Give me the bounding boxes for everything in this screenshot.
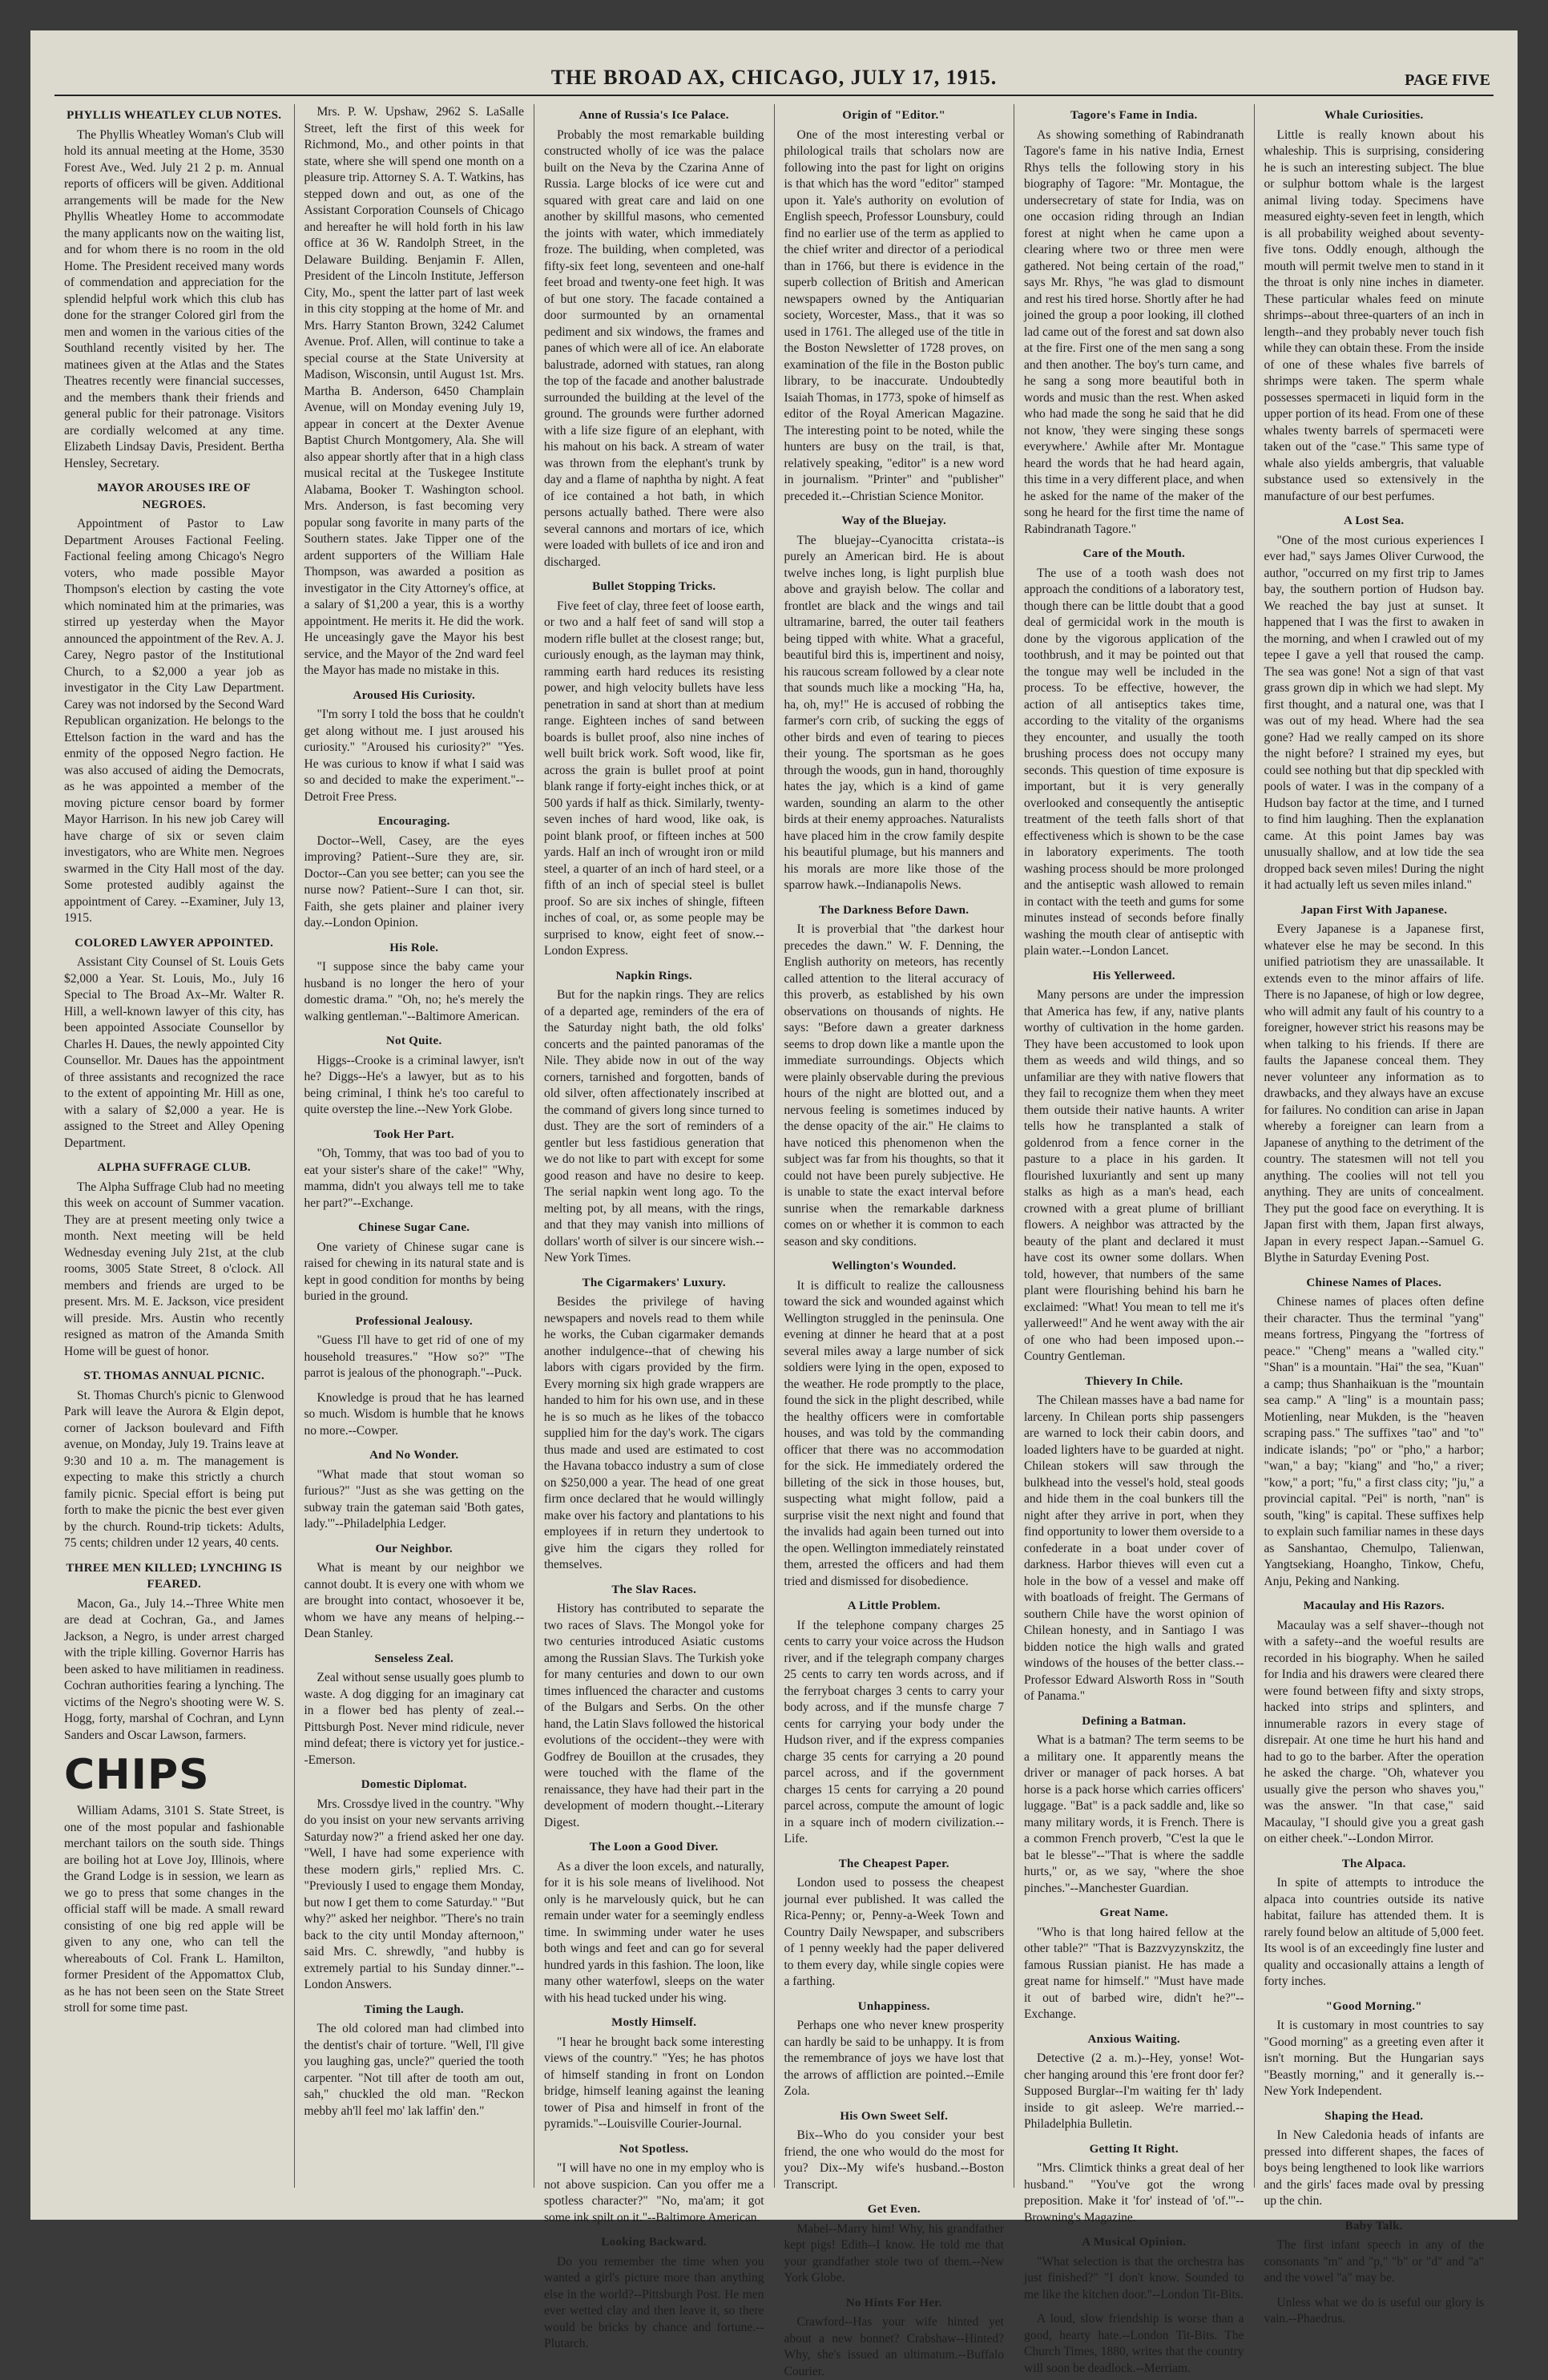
article-headline: PHYLLIS WHEATLEY CLUB NOTES. [64,107,284,124]
article [784,1856,1005,1991]
column-5 [1014,104,1255,2188]
article [784,1999,1005,2100]
article [304,1220,525,1305]
article-body: What is a batman? The term seems to be a military one. It apparently means the driver or manager of pack horses. A bat horse is a pack horse which carries officers' luggage. "Bat" is a pack saddle and, like so many military words, it is French. There is a common French proverb, "C'est la que le bat le blesse"--"That is where the saddle hurts," or, as we say, "where the shoe pinches."--Manchester Guardian. [1024,1733,1244,1897]
article-body: William Adams, 3101 S. State Street, is one of the most popular and fashionable merchant tailors on the south side. Things are boiling hot at Love Joy, Illinois, where the Grand Lodge is in session, we learn as we go to press that some changes in the official staff will be made. A small reward consisting of one big red apple will be given to any one, who can tell the whereabouts of Col. Frank L. Hamilton, former President of the Appomattox Club, as he has not been seen on the State Street stroll for some time past. [64,1803,284,2017]
article-headline: Shaping the Head. [1264,2108,1485,2125]
article [64,1368,284,1552]
article [1024,2031,1244,2133]
article [784,2108,1005,2194]
article [304,1447,525,1533]
article-body: The bluejay--Cyanocitta cristata--is purely an American bird. He is about twelve inches long, is light purplish blue above and grayish below. The collar and frontlet are black and the wings and tail ultramarine, barred, the outer tail feathers being tipped with white. What a graceful, beautiful bird this is, impertinent and noisy, his raucous scream followed by a clear note that sounds much like a mocking "Ha, ha, ha, oh, my!" He is accused of robbing the farmer's corn crib, of sucking the eggs of other birds and even of tearing to pieces their young. The sportsman as he goes through the woods, gun in hand, thoroughly hates the jay, which is a kind of game warden, sounding an alarm to the other birds at their enemy approaches. Naturalists have placed him in the crow family despite his beautiful plumage, but his manners and his morals are more like those of the sparrow hawk.--Indianapolis News. [784,533,1005,894]
column-2 [295,104,535,2188]
article-headline: Unhappiness. [784,1999,1005,2015]
article [544,968,764,1267]
article-headline: The Loon a Good Diver. [544,1839,764,1856]
article-body: Mrs. P. W. Upshaw, 2962 S. LaSalle Street, left the first of this week for Richmond, Mo., and other points in that state, where she will spend one month on a pleasure trip. Attorney S. A. T. Watkins, has stepped down and out, as one of the Assistant Corporation Counsels of Chicago and hereafter he will hold forth in his law office at 36 W. Randolph Street, in the Delaware Building. Benjamin F. Allen, President of the Lincoln Institute, Jefferson City, Mo., spent the latter part of last week in this city stopping at the home of Mr. and Mrs. Harry Stanton Brown, 3242 Calumet Avenue. Prof. Allen, will continue to take a special course at the State University at Madison, Wisconsin, until August 1st. Mrs. Martha B. Anderson, 6450 Champlain Avenue, will on Monday evening July 19, appear in concert at the Dexter Avenue Baptist Church Montgomery, Ala. She will also appear shortly after that in a high class musical recital at the Tuskegee Institute Alabama, Booker T. Washington school. Mrs. Anderson, is fast becoming very popular song favorite in many parts of the Southern states. Jake Tipper one of the ardent supporters of the William Hale Thompson, was awarded a position as investigator in the City Attorney's office, at a salary of $1,200 a year, this is a worthy appointment. He merits it. He did the work. He unceasingly gave the Mayor his best service, and the Mayor of the 2nd ward feel the Mayor has made no mistake in this. [304,104,525,680]
article-body: The use of a tooth wash does not approach the conditions of a laboratory test, though there can be little doubt that a good deal of germicidal work in the mouth is done by the vigorous application of the toothbrush, and it may be pointed out that the tongue may well be included in the process. To be effective, however, the action of all antiseptics takes time, according to the vitality of the organisms they encounter, and usually the tooth brushing process does not occupy many seconds. This question of time exposure is important, but it is very generally overlooked and consequently the antiseptic treatment of the teeth falls short of that effectiveness which is shown to be the case in laboratory experiments. The tooth washing process should be more prolonged and the antiseptic wash allowed to remain in contact with the teeth and gums for some minutes instead of seconds before finally washing the mouth clear of antiseptic with plain water.--London Lancet. [1024,566,1244,960]
article-headline: Baby Talk. [1264,2218,1485,2235]
article-headline: Looking Backward. [544,2234,764,2251]
article [544,107,764,571]
article [304,1127,525,1212]
article-body: In spite of attempts to introduce the alpaca into countries outside its native habitat, failure has attended them. It is rarely found below an altitude of 5,000 feet. Its wool is of an exceedingly fine luster and quality and occasionally attains a length of forty inches. [1264,1875,1485,1991]
article-body: Many persons are under the impression that America has few, if any, native plants worthy of cultivation in the home garden. They have been accustomed to look upon them as weeds and wild things, and so unfamiliar are they with native flowers that they fail to recognize them when they meet them outside their native haunts. A writer tells how he transplanted a stalk of goldenrod from a fence corner in the pasture to a place in his garden. It flourished luxuriantly and sent up many stalks as high as a man's head, each crowned with a great plume of brilliant flowers. A neighbor was attracted by the beauty of the plant and declared it must have cost its owner some dollars. When told, however, that numbers of the same plant were flourishing behind his barn he exclaimed: "What! You mean to tell me it's yallerweed!" And he went away with the air of one who had been imposed upon.--Country Gentleman. [1024,987,1244,1365]
article-body: History has contributed to separate the two races of Slavs. The Mongol yoke for two centuries introduced Asiatic customs among the Russian Slavs. The Turkish yoke for many centuries and down to our own times influenced the character and customs of the Bulgars and Serbs. On the other hand, the Latin Slavs followed the historical evolutions of the occident--they were with Godfrey de Bouillon at the crusades, they were touched with the flame of the renaissance, they have had their part in the development of modern thought.--Literary Digest. [544,1601,764,1831]
article-body: Higgs--Crooke is a criminal lawyer, isn't he? Diggs--He's a lawyer, but as to his being criminal, I think he's too careful to quite overstep the line.--New York Globe. [304,1053,525,1119]
article [304,1313,525,1382]
article-body: "I hear he brought back some interesting views of the country." "Yes; he has photos of himself standing in front on London bridge, himself leaning against the leaning tower of Pisa and himself in front of the pyramids."--Louisville Courier-Journal. [544,2035,764,2133]
article [1264,902,1485,1267]
article-headline: A Musical Opinion. [1024,2234,1244,2251]
article-headline: The Alpaca. [1264,1856,1485,1873]
article-headline: His Yellerweed. [1024,968,1244,985]
article-body: London used to possess the cheapest journal ever published. It was called the Rica-Penny; or, Penny-a-Week Town and Country Daily Newspaper, and subscribers of 1 penny weekly had the paper delivered to them every day, while single copies were a farthing. [784,1875,1005,1991]
article [1264,1999,1485,2100]
article [64,480,284,927]
article [1264,1275,1485,1591]
column-1 [54,104,295,2188]
article-headline: "Good Morning." [1264,1999,1485,2015]
article [304,104,525,680]
article [1024,107,1244,538]
article-body: As showing something of Rabindranath Tagore's fame in his native India, Ernest Rhys tells the following story in his biography of Tagore: "Mr. Montague, the undersecretary of state for India, was on one occasion riding through an Indian forest at night when he came upon a clearing where two or three men were gathered. Not being certain of the road," says Mr. Rhys, "he was glad to dismount and rest his tired horse. Shortly after he had joined the group a poor looking, ill clothed lad came out of the forest and sat down also at the fire. First one of the men sang a song and then another. The boy's turn came, and he sang a song more beautiful both in words and music than the rest. When asked who had made the song he said that he did not know, 'they were singing these songs everywhere.' Awhile after Mr. Montague heard the words that he had heard again, this time in a very different place, and when he asked for the name of the maker of the song he heard for the first time the name of Rabindranath Tagore." [1024,127,1244,539]
article-body: "Guess I'll have to get rid of one of my household treasures." "How so?" "The parrot is jealous of the phonograph."--Puck. [304,1333,525,1382]
article-body: It is customary in most countries to say "Good morning" as a greeting even after it isn't morning. But the Hungarian says "Beastly morning," and it generally is.--New York Independent. [1264,2018,1485,2100]
article-headline: The Slav Races. [544,1582,764,1599]
article [784,902,1005,1251]
article-headline: Thievery In Chile. [1024,1374,1244,1390]
article-body: Do you remember the time when you wanted a girl's picture more than anything else in the world?--Pittsburgh Post. He men ever wetted clay and then leave it, so there would be bricks by chance and fortune.--Plutarch. [544,2254,764,2353]
article-body: Chinese names of places often define their character. Thus the terminal "yang" means fortress, Pingyang the "fortress of peace." "Cheng" means a "walled city." "Shan" is a mountain. "Hai" the sea, "Kuan" a camp; thus Shanhaikuan is the "mountain sea camp." A "ling" is a mountain pass; Motienling, near Mukden, is the "heaven scraping pass." The suffixes "tao" and "to" indicate islands; "po" or "pho," a harbor; "wan," a bay; "kiang" and "ho," a river; "kow," a port; "fu," a first class city; "ju," a provincial capital. "Pei" is north, "nan" is south, "king" is capital. These suffixes help to explain such familiar names in these days as Sanshantao, Chemulpo, Talienwan, Yangtsekiang, Hoangho, Tinkow, Chefu, Anju, Peking and Nanking. [1264,1294,1485,1590]
column-4 [775,104,1015,2188]
article [1264,2218,1485,2287]
article-headline: THREE MEN KILLED; LYNCHING IS FEARED. [64,1560,284,1593]
article-body: Little is really known about his whaleship. This is surprising, considering he is such an interesting subject. The blue or sulphur bottom whale is the largest animal living today. Specimens have measured eighty-seven feet in length, which is all probability weighed about seventy-five tons. Oddly enough, although the mouth will permit twelve men to stand in it the throat is only nine inches in diameter. These particular whales feed on minute shrimps--about three-quarters of an inch in length--and they probably never touch fish while they can obtain these. From the inside of one of these whales five barrels of shrimps were taken. The sperm whale possesses spermaceti in liquid form in the upper portion of its head. From one of these whales twenty barrels of spermaceti were taken out of the "case." This same type of whale also yields ambergris, that valuable substance used so extensively in the manufacture of our best perfumes. [1264,127,1485,506]
article [1264,1856,1485,1991]
article-headline: Not Spotless. [544,2141,764,2158]
article-headline: Macaulay and His Razors. [1264,1598,1485,1615]
article-body: The Phyllis Wheatley Woman's Club will hold its annual meeting at the Home, 3530 Forest Ave., Wed. July 21 2 p. m. Annual reports of officers will be given. Additional arrangements will be made for the New Phyllis Wheatley Home to accommodate the many applicants now on the waiting list, and for whom there is no room in the old Home. The President received many words of commendation and appreciation for the splendid helpful work which this club has done for the stranger Colored girl from the men and women in the various cities of the Southland recently visited by her. The matinees given at the Atlas and the States Theatres recently were financial successes, and the members thank their friends and general public for their patronage. Visitors are cordially welcomed at any time. Elizabeth Lindsay Davis, President. Bertha Hensley, Secretary. [64,127,284,473]
article-body: Bix--Who do you consider your best friend, the one who would do the most for you? Dix--My wife's husband.--Boston Transcript. [784,2128,1005,2193]
article-body: "Who is that long haired fellow at the other table?" "That is Bazzvyzynskzitz, the famous Russian pianist. He has made a great name for himself." "Must have made it out of barbed wire, didn't he?"--Exchange. [1024,1925,1244,2023]
article-body: Probably the most remarkable building constructed wholly of ice was the palace built on the Neva by the Czarina Anne of Russia. Large blocks of ice were cut and squared with great care and laid on one another by skillful masons, who cemented the joints with water, which immediately froze. The building, when completed, was fifty-six feet long, seventeen and one-half feet broad and twenty-one feet high. It was of but one story. The facade contained a door surmounted by an ornamental pediment and six windows, the frames and panes of which were all of ice. An elaborate balustrade, adorned with statues, ran along the top of the facade and another balustrade surrounded the building at the level of the ground. The grounds were further adorned with a life size figure of an elephant, with his mahout on his back. A stream of water was thrown from the elephant's trunk by day and a flame of naphtha by night. A feat of ice contained a hot bath, in which persons actually bathed. There were also several cannons and mortars of ice, which were loaded with bullets of ice and iron and discharged. [544,127,764,571]
article [784,2201,1005,2287]
article-body: "I'm sorry I told the boss that he couldn't get along without me. I just aroused his curiosity." "Aroused his curiosity?" "Yes. He was curious to know if what I said was so and decided to make the experiment."--Detroit Free Press. [304,707,525,805]
article [64,1160,284,1360]
article [304,1033,525,1119]
article-headline: Care of the Mouth. [1024,546,1244,563]
masthead [54,59,1494,96]
article [64,107,284,472]
article [1024,1374,1244,1705]
article-headline: Anxious Waiting. [1024,2031,1244,2048]
article-headline: Chinese Names of Places. [1264,1275,1485,1292]
article [304,1777,525,1994]
article [1024,2234,1244,2303]
article-headline: COLORED LAWYER APPOINTED. [64,935,284,952]
article-body: One variety of Chinese sugar cane is raised for chewing in its natural state and is kept in good condition for months by being buried in the ground. [304,1240,525,1305]
article-body: One of the most interesting verbal or philological trails that scholars now are following into the past for light on origins is that which has the word "editor" stamped upon it. Yale's authority on evolution of English speech, Professor Lounsbury, could find no earlier use of the term as applied to the chief writer and director of a periodical than in 1766, but there is evidence in the superb collection of British and American newspapers owned by the Antiquarian society, Worcester, Mass., that it was so used in 1761. The alleged use of the title in the Boston Newsletter of 1728 proves, on examination of the file in the Boston public library, to be inaccurate. Undoubtedly Isaiah Thomas, in 1773, spoke of himself as editor of the Royal American Magazine. The interesting point to be noted, while the hunters are busy on the trail, is that, relatively speaking, "editor" is a new word in journalism. "Printer" and "publisher" preceded it.--Christian Science Monitor. [784,127,1005,506]
article [64,1752,284,2017]
article-headline: Tagore's Fame in India. [1024,107,1244,124]
article-body: "I will have no one in my employ who is not above suspicion. Can you offer me a spotless character?" "No, ma'am; it got some ink spilt on it."--Baltimore American. [544,2160,764,2226]
article-headline: Domestic Diplomat. [304,1777,525,1793]
masthead-title: THE BROAD AX, CHICAGO, JULY 17, 1915. [551,66,998,95]
article-headline: Not Quite. [304,1033,525,1050]
page-number: PAGE FIVE [1405,71,1490,90]
article-body: "What made that stout woman so furious?" "Just as she was getting on the subway train the gateman said 'Both gates, lady.'"--Philadelphia Ledger. [304,1467,525,1533]
article-body: The first infant speech in any of the consonants "m" and "p," "b" or "d" and "a" and the vowel "a" may be. [1264,2237,1485,2287]
article-headline: The Cigarmakers' Luxury. [544,1275,764,1292]
article-body: The Chilean masses have a bad name for larceny. In Chilean ports ship passengers are warned to lock their cabin doors, and loaded lighters have to be guarded at night. Chilean stokers will saw through the bulkhead into the vessel's hold, steal goods and hide them in the coal bunkers till the night after they arrive in port, when they find opportunity to lower them overside to a confederate in a boat under cover of darkness. Harbor thieves will even cut a hole in the bow of a vessel and make off with boatloads of freight. The Germans of southern Chile have the worst opinion of Chilean honesty, and in Santiago I was bidden notice the high walls and grated windows of the houses of the better class.--Professor Edward Alsworth Ross in "South of Panama." [1024,1393,1244,1705]
article-body: Doctor--Well, Casey, are the eyes improving? Patient--Sure they are, sir. Doctor--Can you see better; can you see the nurse now? Patient--Sure I can thot, sir. Faith, she gets plainer and plainer ivery day.--London Opinion. [304,833,525,932]
article-body: The Alpha Suffrage Club had no meeting this week on account of Summer vacation. They are at present meeting only twice a month. Next meeting will be held Wednesday evening July 21st, at the club rooms, 3005 State Street, 8 o'clock. All members and friends are urged to be present. Mrs. M. E. Jackson, vice president will preside. Mrs. Austin who recently resigned as matron of the Amanda Smith Home will be guest of honor. [64,1180,284,1361]
article-headline: Napkin Rings. [544,968,764,985]
article [304,940,525,1026]
article-headline: The Cheapest Paper. [784,1856,1005,1873]
article-body: Detective (2 a. m.)--Hey, yonse! Wot-cher hanging around this 'ere front door fer? Supposed Burglar--I'm waiting fer th' lady inside to git asleep. We're married.--Philadelphia Bulletin. [1024,2051,1244,2133]
article-headline: Way of the Bluejay. [784,513,1005,530]
article [544,1839,764,2007]
article [784,1598,1005,1848]
article-headline: Wellington's Wounded. [784,1258,1005,1275]
article-body: What is meant by our neighbor we cannot doubt. It is every one with whom we are brought into contact, whosoever it be, whom we have any means of helping.--Dean Stanley. [304,1560,525,1643]
article-body: As a diver the loon excels, and naturally, for it is his sole means of livelihood. Not only is he marvelously quick, but he can remain under water for a seemingly endless time. In swimming under water he uses both wings and feet and can go for several hundred yards in this fashion. The loon, like many other waterfowl, sleeps on the water with his head tucked under his wing. [544,1859,764,2007]
article [1264,1598,1485,1848]
article-headline: Mostly Himself. [544,2015,764,2031]
article [1024,1713,1244,1898]
article [1264,2295,1485,2328]
article-body: "Oh, Tommy, that was too bad of you to eat your sister's share of the cake!" "Why, mamma, didn't you always tell me to take her part?"--Exchange. [304,1146,525,1212]
article [1024,546,1244,960]
article-headline: A Lost Sea. [1264,513,1485,530]
article-body: "One of the most curious experiences I ever had," says James Oliver Curwood, the author, "occurred on my first trip to James bay, the southern portion of Hudson bay. We reached the bay just at sunset. It happened that I was the first to awaken in the morning, and when I crawled out of my tepee I gave a yell that roused the camp. The sea was gone! Not a sign of that vast grass grown dip in which we had slept. My first thought, and a natural one, was that I was out of my head. Where had the sea gone? Had we really camped on its shore the night before? I strained my eyes, but could see nothing but that dip speckled with pools of water. I was in the company of a Hudson bay factor at the time, and I turned to find him laughing. Then the explanation came. At this point James bay was unusually shallow, and at low tide the sea dropped back seven miles! During the night it had actually left us seven miles inland." [1264,533,1485,894]
article-headline: ST. THOMAS ANNUAL PICNIC. [64,1368,284,1385]
article [544,2015,764,2133]
article-headline: His Role. [304,940,525,957]
article-body: "I suppose since the baby came your husband is no longer the hero of your domestic drama." "Oh, no; he's merely the walking gentleman."--Baltimore American. [304,959,525,1025]
article-headline: Aroused His Curiosity. [304,688,525,704]
article [544,579,764,960]
article-body: If the telephone company charges 25 cents to carry your voice across the Hudson river, and if the telegraph company charges 25 cents to carry ten words across, and if the ferryboat charges 3 cents to carry your body across, and if the munsfe charge 7 cents for carrying your body under the Hudson river, and if the express companies charge 35 cents for carrying a 20 pound parcel across, and if the government charges 15 cents for carrying a 20 pound parcel across, compute the amount of logic in a square inch of modern civilization.--Life. [784,1618,1005,1848]
article-headline: Whale Curiosities. [1264,107,1485,124]
article [544,1275,764,1574]
article-headline: Chinese Sugar Cane. [304,1220,525,1236]
article [304,813,525,932]
article-body: Mrs. Crossdye lived in the country. "Why do you insist on your new servants arriving Saturday now?" a friend asked her one day. "Well, I have had some experience with these modern girls," replied Mrs. C. "Previously I used to engage them Monday, but now I get them to come Saturday." "But why?" asked her neighbor. "There's no train back to the city until Monday afternoon," said Mrs. C. shrewdly, "and hubby is extremely partial to his Sunday dinner."--London Answers. [304,1797,525,1994]
article-body: Perhaps one who never knew prosperity can hardly be said to be unhappy. It is from the remembrance of joys we have lost that the arrows of affliction are pointed.--Emile Zola. [784,2018,1005,2100]
article-body: Crawford--Has your wife hinted yet about a new bonnet? Crabshaw--Hinted? Why, she's issued an ultimatum.--Buffalo Courier. [784,2314,1005,2380]
article-body: It is proverbial that "the darkest hour precedes the dawn." W. F. Denning, the English authority on meteors, has recently called attention to the literal accuracy of this proverb, as established by his own observations on thousands of nights. He says: "Before dawn a greater darkness seems to drop down like a mantle upon the immediate surroundings. Objects which were plainly observable during the previous hours of the night are blotted out, and a nervous feeling is sometimes induced by the dense opacity of the air." He claims to have noticed this phenomenon when the subject was far from his thoughts, so that it could not have been purely subjective. He is unable to state the exact interval before sunrise when the remarkable darkness comes on or whether it is common to each season and sky conditions. [784,922,1005,1250]
article-body: The old colored man had climbed into the dentist's chair of torture. "Well, I'll give you laughing gas, uncle?" queried the tooth carpenter. "Not till after de tooth am out, sah," chuckled the old man. "Reckon mebby ah'll feel mo' lak laffin' den." [304,2021,525,2120]
article-body: Macaulay was a self shaver--though not with a safety--and the woeful results are recorded in his biography. When he sailed for India and his drawers were cleared there were found between fifty and sixty strops, hacked into strips and splinters, and innumerable razors in every stage of disrepair. At one time he hurt his hand and had to go to the barber. After the operation he asked the charge. "Oh, whatever you usually give the person who shaves you," was the answer. "In that case," said Macaulay, "I should give you a great gash on either cheek."--London Mirror. [1264,1618,1485,1848]
newspaper-page [30,30,1518,2220]
article-headline: The Darkness Before Dawn. [784,902,1005,919]
article [1264,513,1485,894]
article-headline: Get Even. [784,2201,1005,2218]
article-body: A loud, slow friendship is worse than a good, hearty hate.--London Tit-Bits. The Church Times, 1880, writes that the country will soon be deadlock.--Merriam. [1024,2311,1244,2377]
article [544,1582,764,1832]
article [784,513,1005,894]
article-body: Appointment of Pastor to Law Department Arouses Factional Feeling. Factional feeling among Chicago's Negro voters, who made possible Mayor Thompson's election by casting the vote which nominated him at the primaries, was stirred up yesterday when the Mayor announced the appointment of the Rev. A. J. Carey, Negro pastor of the Institutional Church, to a $2,000 a year job as investigator in the City Law Department. Carey was not indorsed by the Second Ward Republican organization. He belongs to the Ettelson faction in the ward and has the enmity of the opposed Negro faction. He was also accused of aiding the Democrats, as he was appointed a member of the moving picture censor board by former Mayor Harrison. In his new job Carey will have charge of six or seven claim investigators, who are White men. Negroes swarmed in the City Hall most of the day. Some protested audibly against the appointment of Carey. --Examiner, July 13, 1915. [64,516,284,927]
article [784,1258,1005,1590]
article-headline: Senseless Zeal. [304,1651,525,1668]
chips-heading: CHIPS [64,1752,284,1798]
article-headline: His Own Sweet Self. [784,2108,1005,2125]
article [544,2234,764,2353]
article-body: But for the napkin rings. They are relics of a departed age, reminders of the era of the Saturday night bath, the old folks' concerts and the painted panoramas of the Nile. They abide now in out of the way corners, tarnished and forgotten, bands of old silver, often affectionately inscribed at the command of givers long since turned to dust. They are the sort of reminders of a gentler but less fastidious generation that we do not like to part with except for some good reason and have no desire to keep. The serial napkin went long ago. To the melting pot, by all means, with the rings, and that they may vanish into millions of dollars' worth of silver is our sincere wish.--New York Times. [544,987,764,1267]
article [1264,107,1485,505]
article-headline: No Hints For Her. [784,2295,1005,2312]
article-body: St. Thomas Church's picnic to Glenwood Park will leave the Aurora & Elgin depot, corner of Jackson boulevard and Fifth avenue, on Monday, July 19. Trains leave at 9:30 and 10 a. m. The management is expecting to make this strictly a church family picnic. Special effort is being put forth to make the picnic the best ever given by the church. Round-trip tickets: Adults, 75 cents; children under 12 years, 40 cents. [64,1388,284,1552]
article-headline: Anne of Russia's Ice Palace. [544,107,764,124]
article-body: Every Japanese is a Japanese first, whatever else he may be second. In this unified patriotism they are unassailable. It extends even to the minor affairs of life. There is no Japanese, of high or low degree, who will admit any fault of his country to a foreigner, however strict his reasons may be when talking to his friends. If there are faults the Japanese conceal them. They never volunteer any information as to drawbacks, and they always have an excuse for failures. No condition can arise in Japan whereby a foreigner can learn from a Japanese of anything to the detriment of the country. The statesmen will not tell you anything. The coolies will not tell you anything. They are units of concealment. They put the good face on everything. It is Japan first with them, Japan first always, Japan in every respect Japan.--Samuel G. Blythe in Saturday Evening Post. [1264,922,1485,1267]
article-headline: Took Her Part. [304,1127,525,1144]
article [304,1390,525,1440]
article-body: Besides the privilege of having newspapers and novels read to them while he works, the Cuban cigarmaker demands another indulgence--that of chewing his labors with cigars provided by the firm. Every morning six high grade wrappers are handed to him for his own use, and in these he is so much as he likes of the tobacco supplied him for the day's work. The cigars thus made and used are estimated to cost the Havana tobacco industry a sum of close on $250,000 a year. The head of one great firm once declared that he would willingly make over his factory and plantations to his employees if in return they undertook to give him the cigars they rolled for themselves. [544,1294,764,1574]
article-headline: A Little Problem. [784,1598,1005,1615]
article-headline: Japan First With Japanese. [1264,902,1485,919]
article [304,688,525,806]
article-headline: Great Name. [1024,1905,1244,1922]
article [544,2141,764,2227]
article-headline: And No Wonder. [304,1447,525,1464]
article-body: Mabel--Marry him! Why, his grandfather kept pigs! Edith--I know. He told me that your grandfather stole two of them.--New York Globe. [784,2221,1005,2287]
article [64,935,284,1152]
article [784,107,1005,505]
article [1024,2311,1244,2377]
article-body: "What selection is that the orchestra has just finished?" "I don't know. Sounded to me like the kitchen door."--London Tit-Bits. [1024,2254,1244,2304]
article-body: Macon, Ga., July 14.--Three White men are dead at Cochran, Ga., and James Jackson, a Negro, is under arrest charged with the triple killing. Governor Harris has been asked to have militiamen in readiness. Cochran authorities fearing a lynching. The victims of the Negro's shooting were W. S. Hogg, forty, marshal of Cochran, and Lynn Sanders and Oscar Lawson, farmers. [64,1596,284,1745]
article-body: "Mrs. Climtick thinks a great deal of her husband." "You've got the wrong preposition. Make it 'for' instead of 'of.'"--Browning's Magazine. [1024,2160,1244,2226]
article [784,2295,1005,2380]
article-headline: Defining a Batman. [1024,1713,1244,1730]
article-headline: Bullet Stopping Tricks. [544,579,764,595]
article-headline: Getting It Right. [1024,2141,1244,2158]
article-headline: Timing the Laugh. [304,2002,525,2019]
column-3 [534,104,775,2188]
columns [54,104,1494,2188]
article [304,1541,525,1643]
article-body: In New Caledonia heads of infants are pressed into different shapes, the faces of boys being lengthened to look like warriors and the girls' faces made oval by pressing up the chin. [1264,2128,1485,2210]
article [1024,968,1244,1365]
article-body: Knowledge is proud that he has learned so much. Wisdom is humble that he knows no more.--Cowper. [304,1390,525,1440]
column-6 [1255,104,1494,2188]
article-body: Five feet of clay, three feet of loose earth, or two and a half feet of sand will stop a modern rifle bullet at the closest range; but, curiously enough, as the layman may think, ramming earth hard reduces its resisting power, and high velocity bullets have less penetration in sand at short than at medium range. Eighteen inches of sand between boards is bullet proof, also nine inches of well built brick work. Soft wood, like fir, across the grain is bullet proof at point blank range if forty-eight inches thick, or at 500 yards if half as thick. Similarly, twenty-seven inches of hard wood, like oak, is point blank proof, or fifteen inches at 500 yards. Half an inch of wrought iron or mild steel, a quarter of an inch of hard steel, or a fifth of an inch of special steel is bullet proof. So are six inches of shingle, fifteen inches of coal, or, as some people may be surprised to know, eight feet of snow.--London Express. [544,599,764,960]
article [304,2002,525,2120]
article-body: It is difficult to realize the callousness toward the sick and wounded against which Wellington struggled in the peninsula. One evening at dinner he heard that at a post several miles away a large number of sick soldiers were lying in the open, exposed to the weather. He rode promptly to the place, found the sick in the plight described, while the healthy officers were in comfortable houses, and was told by the commanding officer that there was no accommodation for the sick. He immediately ordered the billeting of the sick in those houses, but, suspecting what might follow, paid a surprise visit the next night and found that the invalids had again been turned out into the open. Wellington immediately reinstated them, arrested the officers and had them tried and dismissed for disobedience. [784,1278,1005,1591]
article-body: Zeal without sense usually goes plumb to waste. A dog digging for an imaginary cat in a flower bed has plenty of zeal.--Pittsburgh Post. Never mind ridicule, never mind defeat; there is victory yet for justice.--Emerson. [304,1670,525,1769]
article [1024,2141,1244,2227]
article-body: Assistant City Counsel of St. Louis Gets $2,000 a Year. St. Louis, Mo., July 16 Special to The Broad Ax--Mr. Walter R. Hill, a well-known lawyer of this city, has been appointed Associate Counsellor by Charles H. Daues, the newly appointed City Counsellor. Mr. Daues has the appointment of three assistants and recognized the race to the extent of appointing Mr. Hill as one, with a salary of $2,000 a year. He is assigned to the Street and Alley Opening Department. [64,954,284,1152]
article-headline: Origin of "Editor." [784,107,1005,124]
article [64,1560,284,1745]
article-body: Unless what we do is useful our glory is vain.--Phaedrus. [1264,2295,1485,2328]
article-headline: Professional Jealousy. [304,1313,525,1330]
article [1024,1905,1244,2023]
article-headline: Our Neighbor. [304,1541,525,1558]
article [1264,2108,1485,2210]
article-headline: Encouraging. [304,813,525,830]
article-headline: ALPHA SUFFRAGE CLUB. [64,1160,284,1176]
article [304,1651,525,1769]
article-headline: MAYOR AROUSES IRE OF NEGROES. [64,480,284,513]
